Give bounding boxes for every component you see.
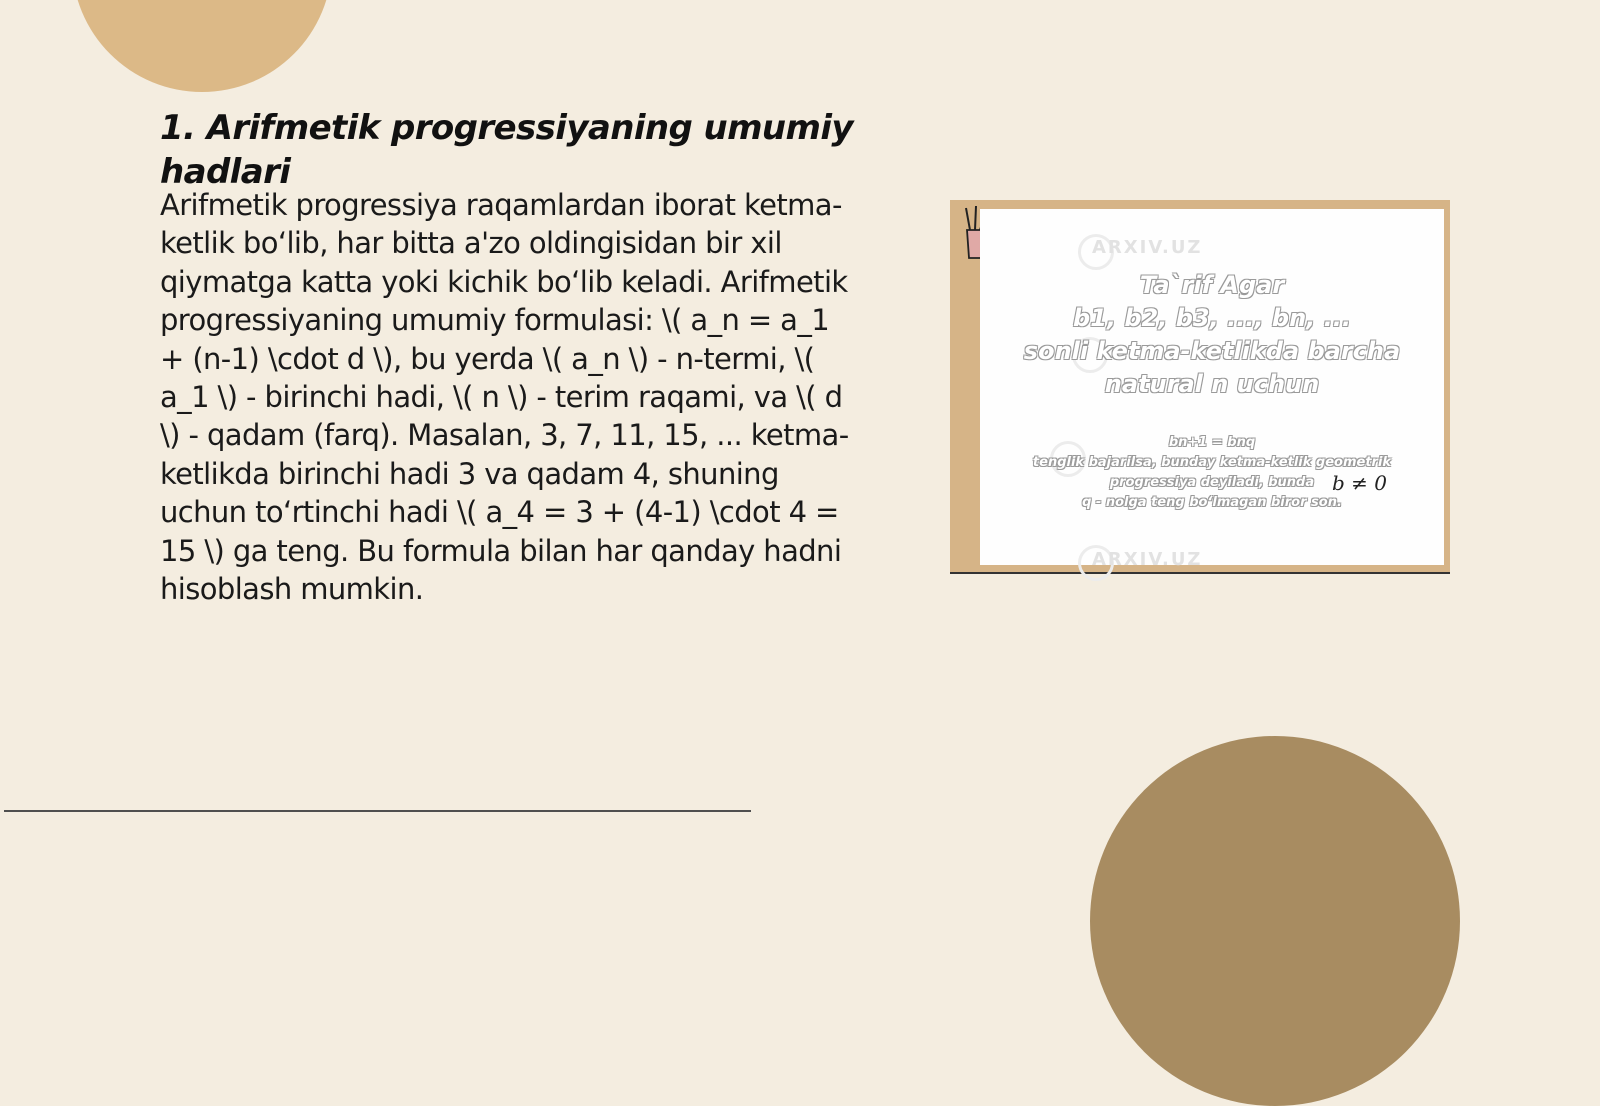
divider-line <box>4 810 751 812</box>
slide-body-text: Arifmetik progressiya raqamlardan iborat ketma-ketlik bo‘lib, har bitta a'zo oldingisidan bir xil qiymatga katta yoki kichik bo‘lib keladi. Arifmetik progressiyaning umumiy formulasi: \( a_n = a_1 + (n-1) \cdot d \), bu yerda \( a_n \) - n-termi, \( a_1 \) - birinchi hadi, \( n \) - terim raqami, va \( d \) - qadam (farq). Masalan, 3, 7, 11, 15, ... ketma-ketlikda birinchi hadi 3 va qadam 4, shuning uchun to‘rtinchi hadi \( a_4 = 3 + (4-1) \cdot 4 = 15 \) ga teng. Bu formula bilan har qanday hadni hisoblash mumkin. <box>160 188 849 607</box>
definition-line: Ta`rif Agar <box>1139 271 1285 299</box>
watermark-text: ARXIV.UZ <box>1092 549 1203 570</box>
definition-line: sonli ketma-ketlikda barcha <box>1023 337 1401 365</box>
detail-line: tenglik bajarilsa, bunday ketma-ketlik geometrik <box>1032 455 1392 470</box>
watermark-text: ARXIV.UZ <box>1092 237 1203 258</box>
formula-inequality: b ≠ 0 <box>1332 471 1387 495</box>
slide-title: 1. Arifmetik progressiyaning umumiy hadlari <box>160 108 853 192</box>
decorative-circle-bottom <box>1090 736 1460 1106</box>
definition-line: natural n uchun <box>1104 370 1320 398</box>
detail-line: bn+1 = bnq <box>1168 435 1256 450</box>
detail-line: progressiya deyiladi, bunda <box>1109 475 1315 490</box>
decorative-circle-top <box>72 0 332 92</box>
illustration-card <box>980 209 1444 570</box>
definition-heading <box>980 269 1444 401</box>
definition-line: b1, b2, b3, ..., bn, ... <box>1073 304 1351 332</box>
detail-line: q - nolga teng bo‘lmagan biror son. <box>1082 495 1342 510</box>
illustration-frame <box>950 200 1450 574</box>
